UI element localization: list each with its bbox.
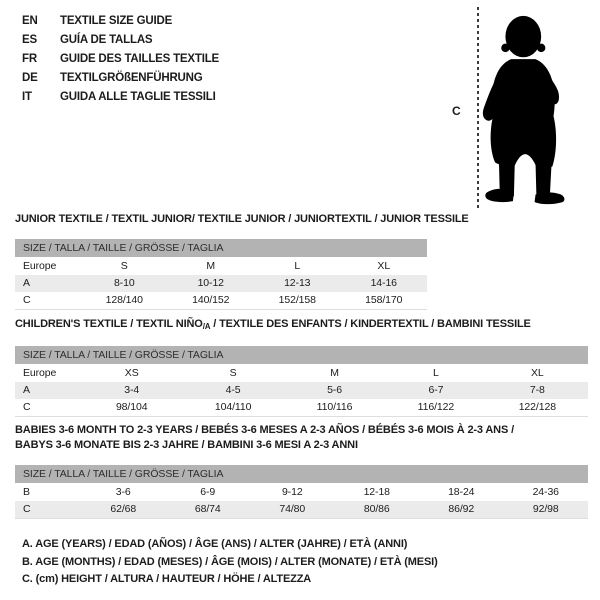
height-cell: 62/68 bbox=[110, 503, 137, 515]
height-cell: 68/74 bbox=[194, 503, 221, 515]
table-row-age-months bbox=[15, 484, 588, 501]
height-cell: 110/116 bbox=[316, 401, 353, 413]
lang-row-fr bbox=[22, 50, 219, 69]
table-row-height bbox=[15, 399, 588, 417]
age-cell: 10-12 bbox=[197, 277, 224, 289]
age-cell: 3-6 bbox=[115, 486, 131, 498]
height-cell: 116/122 bbox=[417, 401, 455, 413]
row-label: A bbox=[23, 384, 30, 396]
lang-code: IT bbox=[22, 91, 32, 103]
children-table-title bbox=[15, 317, 531, 334]
height-cell: 80/86 bbox=[363, 503, 390, 515]
size-cell: XL bbox=[377, 260, 391, 272]
children-size-table bbox=[15, 346, 588, 417]
size-cell: XL bbox=[531, 367, 544, 379]
age-cell: 24-36 bbox=[532, 486, 559, 498]
age-cell: 7-8 bbox=[529, 384, 545, 396]
lang-row-de bbox=[22, 69, 219, 88]
table-row-height bbox=[15, 501, 588, 519]
lang-label: GUÍA DE TALLAS bbox=[60, 34, 153, 46]
table-row-europe bbox=[15, 365, 588, 382]
age-cell: 14-16 bbox=[370, 277, 397, 289]
footnote-age-months: B. AGE (MONTHS) / EDAD (MESES) / ÂGE (MOIS) / ALTER (MONATE) / ETÀ (MESI) bbox=[22, 555, 438, 568]
footnotes-block bbox=[22, 536, 438, 589]
junior-table-title: JUNIOR TEXTILE / TEXTIL JUNIOR/ TEXTILE JUNIOR / JUNIORTEXTIL / JUNIOR TESSILE bbox=[15, 213, 469, 225]
height-measure-label: C bbox=[452, 104, 461, 118]
age-cell: 4-5 bbox=[225, 384, 241, 396]
age-cell: 12-13 bbox=[284, 277, 311, 289]
row-label: C bbox=[23, 503, 31, 515]
lang-code: EN bbox=[22, 15, 38, 27]
table-row-europe bbox=[15, 258, 427, 275]
height-cell: 104/110 bbox=[214, 401, 252, 413]
age-cell: 5-6 bbox=[327, 384, 342, 396]
lang-code: FR bbox=[22, 53, 37, 65]
row-label: Europe bbox=[23, 260, 57, 272]
height-cell: 122/128 bbox=[518, 401, 556, 413]
babies-table-title bbox=[15, 423, 514, 453]
lang-code: DE bbox=[22, 72, 38, 84]
row-label: C bbox=[23, 294, 31, 306]
height-cell: 158/170 bbox=[365, 294, 403, 306]
row-label: Europe bbox=[23, 367, 57, 379]
lang-label: TEXTILGRÖßENFÜHRUNG bbox=[60, 72, 203, 84]
junior-size-table bbox=[15, 239, 427, 310]
height-cell: 74/80 bbox=[279, 503, 306, 515]
footnote-age-years: A. AGE (YEARS) / EDAD (AÑOS) / ÂGE (ANS) / ALTER (JAHRE) / ETÀ (ANNI) bbox=[22, 538, 408, 550]
footnote-height-cm: C. (cm) HEIGHT / ALTURA / HAUTEUR / HÖHE / ALTEZZA bbox=[22, 573, 312, 585]
size-cell: L bbox=[433, 367, 439, 379]
size-cell: S bbox=[229, 367, 237, 379]
babies-title-line2: BABYS 3-6 MONATE BIS 2-3 JAHRE / BAMBINI 3-6 MESI A 2-3 ANNI bbox=[15, 439, 358, 451]
children-title-post: / TEXTILE DES ENFANTS / KINDERTEXTIL / BAMBINI TESSILE bbox=[210, 318, 531, 330]
lang-row-it bbox=[22, 88, 219, 107]
height-cell: 86/92 bbox=[448, 503, 475, 515]
row-label: C bbox=[23, 401, 31, 413]
age-cell: 6-7 bbox=[428, 384, 444, 396]
lang-label: GUIDA ALLE TAGLIE TESSILI bbox=[60, 91, 216, 103]
row-label: B bbox=[23, 486, 30, 498]
size-cell: M bbox=[330, 367, 339, 379]
height-cell: 128/140 bbox=[105, 294, 143, 306]
table-row-height bbox=[15, 292, 427, 310]
size-band-header: SIZE / TALLA / TAILLE / GRÖSSE / TAGLIA bbox=[15, 465, 588, 483]
lang-code: ES bbox=[22, 34, 37, 46]
lang-row-en bbox=[22, 12, 219, 31]
size-band-header: SIZE / TALLA / TAILLE / GRÖSSE / TAGLIA bbox=[15, 346, 588, 364]
age-cell: 8-10 bbox=[113, 277, 135, 289]
height-cell: 152/158 bbox=[278, 294, 316, 306]
size-cell: S bbox=[120, 260, 128, 272]
lang-row-es bbox=[22, 31, 219, 50]
age-cell: 6-9 bbox=[200, 486, 216, 498]
height-cell: 98/104 bbox=[115, 401, 148, 413]
size-cell: XS bbox=[124, 367, 139, 379]
lang-label: TEXTILE SIZE GUIDE bbox=[60, 15, 173, 27]
children-title-sub: /A bbox=[202, 322, 211, 331]
height-cell: 92/98 bbox=[532, 503, 559, 515]
age-cell: 18-24 bbox=[448, 486, 475, 498]
language-title-block bbox=[22, 12, 219, 107]
age-cell: 12-18 bbox=[363, 486, 390, 498]
babies-title-line1: BABIES 3-6 MONTH TO 2-3 YEARS / BEBÉS 3-6 MESES A 2-3 AÑOS / BÉBÉS 3-6 MOIS À 2-3 ANS / bbox=[15, 424, 514, 436]
size-cell: L bbox=[294, 260, 301, 272]
height-measure-dashed-line bbox=[477, 7, 479, 209]
age-cell: 3-4 bbox=[124, 384, 140, 396]
children-title-pre: CHILDREN'S TEXTILE / TEXTIL NIÑO bbox=[15, 318, 203, 330]
lang-label: GUIDE DES TAILLES TEXTILE bbox=[60, 53, 219, 65]
age-cell: 9-12 bbox=[281, 486, 303, 498]
size-band-header: SIZE / TALLA / TAILLE / GRÖSSE / TAGLIA bbox=[15, 239, 427, 257]
toddler-silhouette-icon bbox=[481, 7, 575, 210]
row-label: A bbox=[23, 277, 30, 289]
babies-size-table bbox=[15, 465, 588, 519]
size-cell: M bbox=[206, 260, 216, 272]
table-row-age bbox=[15, 382, 588, 399]
table-row-age bbox=[15, 275, 427, 292]
height-cell: 140/152 bbox=[192, 294, 230, 306]
